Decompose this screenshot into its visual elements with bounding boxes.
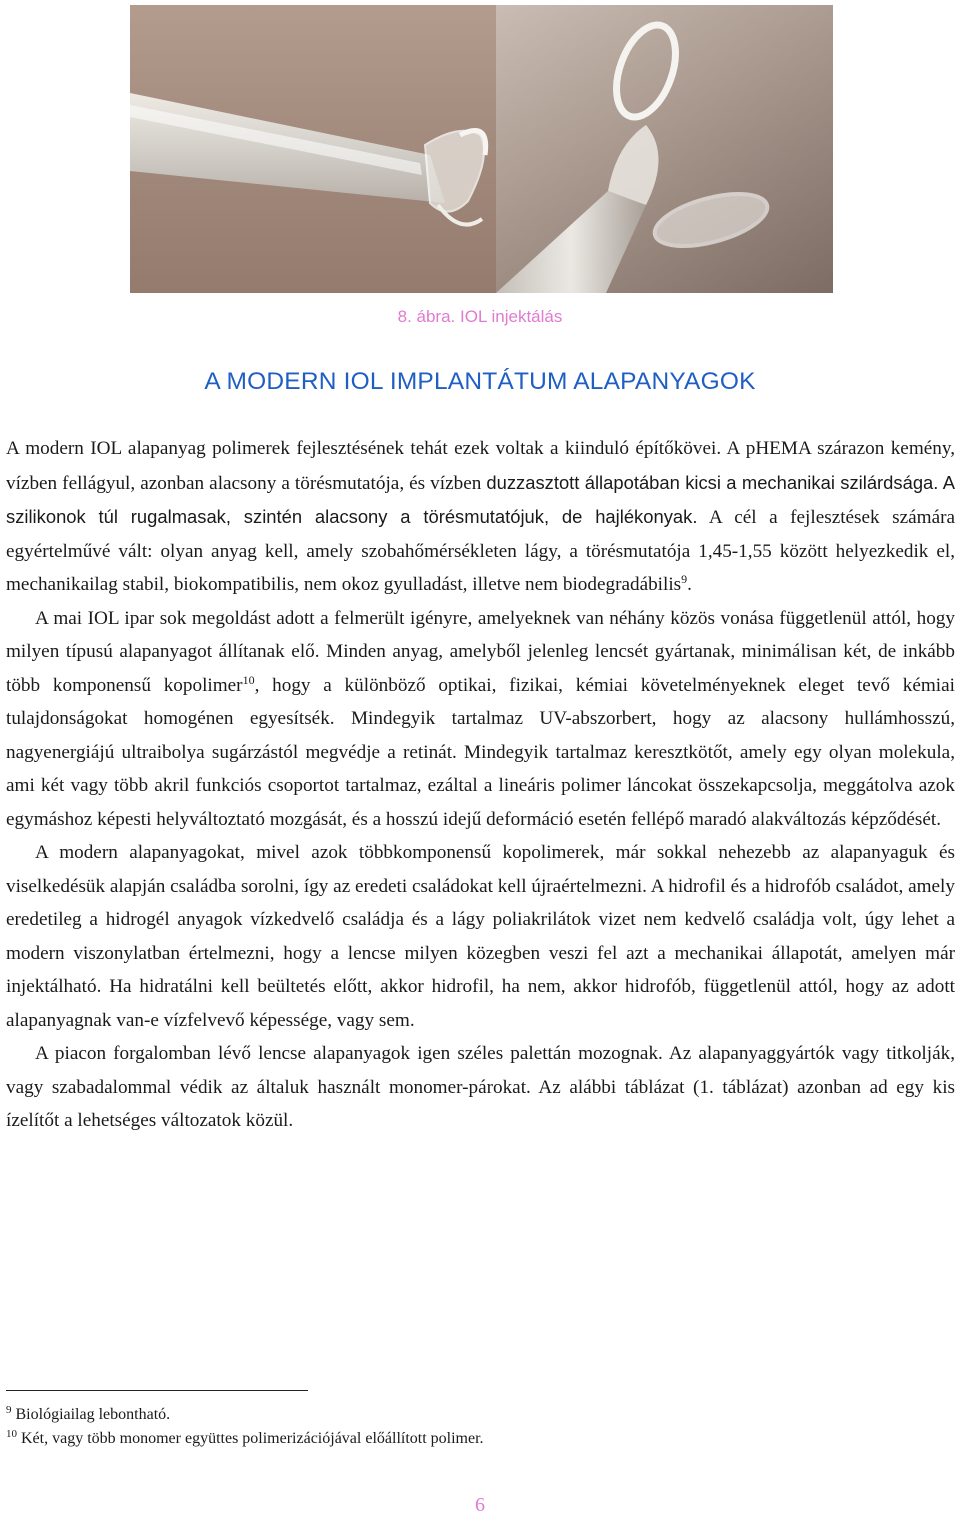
paragraph-1-sentence-3: A cél a fejlesztések számára egyértelművé vált: olyan anyag kell, amely szobahőmérsékleten lágy, a törésmutatója 1,45-1,55 között helyezkedik el, mechanikailag stabil, biokompatibilis, nem okoz gyulladást, illetve nem biodegradábilis: [6, 507, 955, 595]
footnote-9: [6, 1403, 484, 1427]
section-heading: A MODERN IOL IMPLANTÁTUM ALAPANYAGOK: [204, 368, 756, 395]
footnote-ref-9: 9: [681, 572, 688, 586]
paragraph-1-sentence-2: duzzasztott állapotában kicsi a mechanikai szilárdsága. A szilikonok túl rugalmasak, szintén alacsony a törésmutatójuk, de hajlékonyak.: [6, 471, 955, 527]
paragraph-1: [6, 432, 955, 602]
figure-caption: 8. ábra. IOL injektálás: [397, 307, 563, 326]
paragraph-2-sentence-1: A mai IOL ipar sok megoldást adott a felmerült igényre, amelyeknek van néhány közös vonása függetlenül attól, hogy milyen típusú alapanyagot állítanak elő. Minden anyag, amelyből jelenleg lencsét gyártanak, minimálisan két, de inkább több komponensű kopolimer: [6, 607, 955, 696]
body-text: [6, 432, 955, 1138]
iol-injector-with-haptic-loops-icon: [496, 5, 833, 293]
paragraph-1-sentence-1: A modern IOL alapanyag polimerek fejlesztésének tehát ezek voltak a kiinduló építőkövei. A pHEMA szárazon kemény, vízben fellágyul, azonban alacsony a törésmutatója, és vízben: [6, 438, 955, 494]
footnote-10-text: Két, vagy több monomer együttes polimerizációjával előállított polimer.: [21, 1430, 484, 1447]
footnote-9-number: 9: [6, 1404, 12, 1416]
page-number: 6: [475, 1494, 485, 1516]
footnotes: [6, 1403, 484, 1451]
figure: [130, 5, 833, 293]
paragraph-1-end: .: [687, 574, 692, 595]
footnote-10: [6, 1427, 484, 1451]
iol-injector-cartridge-tip-icon: [130, 5, 496, 293]
footnote-ref-10: 10: [242, 672, 255, 687]
footnote-9-text: Biológiailag lebontható.: [15, 1406, 171, 1423]
paragraph-4: A piacon forgalomban lévő lencse alapanyagok igen széles palettán mozognak. Az alapanyaggyártók vagy titkolják, vagy szabadalommal védik az általuk használt monomer-párokat. Az alábbi táblázat (1. táblázat) azonban ad egy kis ízelítőt a lehetséges változatok közül.: [6, 1043, 955, 1131]
paragraph-2-sentence-2: , hogy a különböző optikai, fizikai, kémiai követelményeknek eleget tevő kémiai tulajdonságokat homogénen egyesítsék. Mindegyik tartalmaz UV-abszorbert, hogy az alacsony hullámhosszú, nagyenergiájú ultraibolya sugárzástól megvédje a retinát. Mindegyik tartalmaz keresztkötőt, amely egy olyan molekula, ami két vagy több akril funkciós csoportot tartalmaz, ezáltal a lineáris polimer láncokat összekapcsolja, meggátolva azok egymáshoz képesti helyváltoztató mozgását, és a hosszú idejű deformáció esetén fellépő maradó alakváltozás képződését.: [6, 674, 955, 830]
injector-photo-left: [130, 5, 496, 293]
injector-photo-right: [496, 5, 833, 293]
footnote-10-number: 10: [6, 1428, 17, 1440]
paragraph-2: [6, 602, 955, 837]
footnote-divider: [6, 1390, 308, 1391]
paragraph-3: A modern alapanyagokat, mivel azok többkomponensű kopolimerek, már sokkal nehezebb az alapanyaguk és viselkedésük alapján családba sorolni, így az eredeti családokat kell újraértelmezni. A hidrofil és a hidrofób családot, amely eredetileg a hidrogél anyagok vízkedvelő családja és a lágy poliakrilátok vizet nem kedvelő családja volt, úgy lehet a modern viszonylatban értelmezni, hogy a lencse milyen közegben veszi fel azt a mechanikai állapotát, amelyen már injektálható. Ha hidratálni kell beültetés előtt, akkor hidrofil, ha nem, akkor hidrofób, függetlenül attól, hogy az adott alapanyagnak van-e vízfelvevő képessége, vagy sem.: [6, 842, 955, 1031]
